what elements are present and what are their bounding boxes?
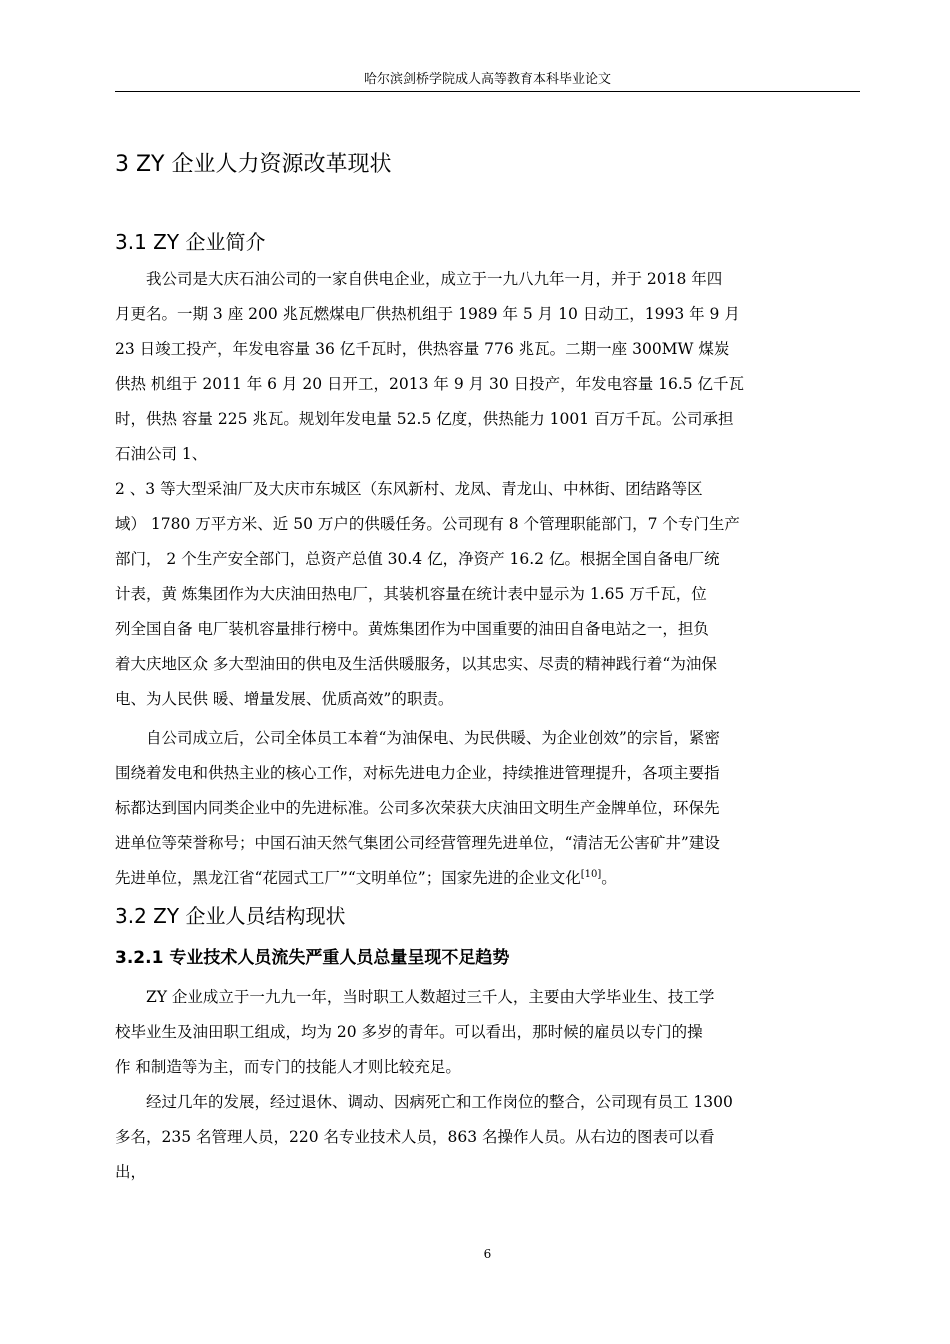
subsection-3-2-1-paragraph-2: 经过几年的发展，经过退休、调动、因病死亡和工作岗位的整合，公司现有员工 1300 多名，235 名管理人员，220 名专业技术人员，863 名操作人员。从右边的图表可以看 出，: [115, 1093, 733, 1181]
header-rule: [115, 91, 860, 92]
subsection-3-2-1-title: 3.2.1 专业技术人员流失严重人员总量呈现不足趋势: [115, 948, 510, 968]
section-3-2-title: 3.2 ZY 企业人员结构现状: [115, 904, 346, 928]
section-3-1-title: 3.1 ZY 企业简介: [115, 230, 266, 254]
section-3-1-paragraph-1: 我公司是大庆石油公司的一家自供电企业，成立于一九八九年一月，并于 2018 年四 月更名。一期 3 座 200 兆瓦燃煤电厂供热机组于 1989 年 5 月 10 日动工，1993 年 9 月 23 日竣工投产，年发电容量 36 亿千瓦时，供热容量 776 兆瓦。二期一座 300MW 煤炭 供热 机组于 2011 年 6 月 20 日开工，2013 年 9 月 30 日投产，年发电容量 16.5 亿千瓦 时，供热 容量 225 兆瓦。规划年发电量 52.5 亿度，供热能力 1001 百万千瓦。公司承担 石油公司 1、: [115, 270, 745, 463]
chapter-title: 3 ZY 企业人力资源改革现状: [115, 152, 392, 177]
section-3-1-paragraph-3: 自公司成立后，公司全体员工本着“为油保电、为民供暖、为企业创效”的宗旨，紧密 围绕着发电和供热主业的核心工作，对标先进电力企业，持续推进管理提升，各项主要指 标都达到国内同类企业中的先进标准。公司多次荣获大庆油田文明生产金牌单位，环保先 进单位等荣誉称号；中国石油天然气集团公司经营管理先进单位，“清洁无公害矿井”建设 先进单位，黑龙江省“花园式工厂”“文明单位”；国家先进的企业文化[10]。: [115, 729, 720, 887]
page-number: 6: [483, 1247, 492, 1261]
page-content: [115, 140, 867, 1190]
section-3-1-paragraph-2: 2 、3 等大型采油厂及大庆市东城区（东风新村、龙凤、青龙山、中林街、团结路等区 域） 1780 万平方米、近 50 万户的供暖任务。公司现有 8 个管理职能部门，7 个专门生产 部门， 2 个生产安全部门，总资产总值 30.4 亿，净资产 16.2 亿。根据全国自备电厂统 计表，黄 炼集团作为大庆油田热电厂，其装机容量在统计表中显示为 1.65 万千瓦，位 列全国自备 电厂装机容量排行榜中。黄炼集团作为中国重要的油田自备电站之一，担负 着大庆地区众 多大型油田的供电及生活供暖服务，以其忠实、尽责的精神践行着“为油保 电、为人民供 暖、增量发展、优质高效”的职责。: [115, 480, 740, 708]
subsection-3-2-1-paragraph-1: ZY 企业成立于一九九一年，当时职工人数超过三千人，主要由大学毕业生、技工学 校毕业生及油田职工组成，均为 20 多岁的青年。可以看出，那时候的雇员以专门的操 作 和制造等为主，而专门的技能人才则比较充足。: [115, 988, 715, 1076]
running-header: 哈尔滨剑桥学院成人高等教育本科毕业论文: [363, 72, 611, 87]
citation-reference: [10]: [580, 868, 602, 880]
